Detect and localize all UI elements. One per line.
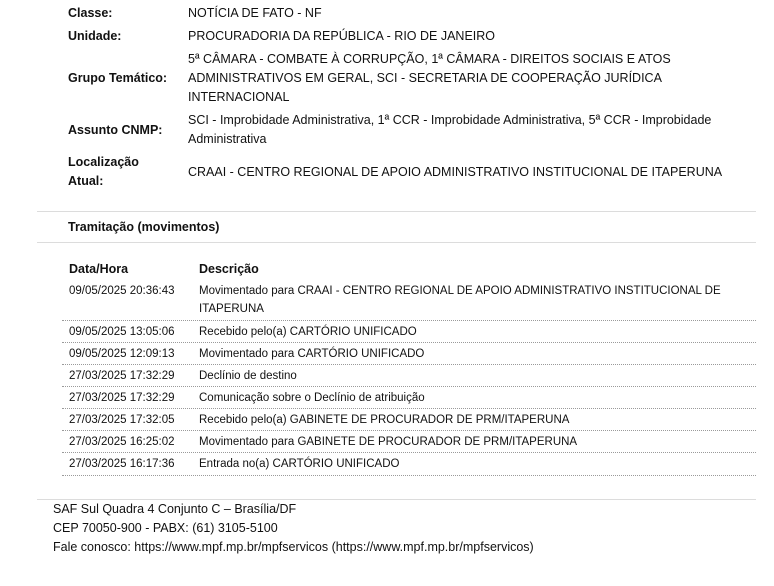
detail-label: Localização Atual: [68,155,139,188]
footer-contact-suffix: (https://www.mpf.mp.br/mpfservicos) [328,540,534,554]
movement-description: Recebido pelo(a) CARTÓRIO UNIFICADO [199,326,417,338]
footer-contact-prefix: Fale conosco: [53,540,135,554]
detail-label: Assunto CNMP: [68,123,163,137]
table-row [62,365,756,387]
movement-datetime: 09/05/2025 13:05:06 [69,326,175,338]
detail-value: NOTÍCIA DE FATO - NF [188,6,322,20]
divider [37,242,756,243]
divider [37,211,756,212]
table-row [62,409,756,431]
footer [53,500,534,557]
footer-address: SAF Sul Quadra 4 Conjunto C – Brasília/DF [53,502,297,516]
movement-datetime: 27/03/2025 16:25:02 [69,436,175,448]
table-row [62,431,756,453]
movement-description: Recebido pelo(a) GABINETE DE PROCURADOR DE PRM/ITAPERUNA [199,414,570,426]
section-title-tramitacao: Tramitação (movimentos) [68,220,220,234]
table-row [62,387,756,409]
detail-value: PROCURADORIA DA REPÚBLICA - RIO DE JANEIRO [188,29,496,43]
detail-label: Classe: [68,6,113,20]
detail-label: Unidade: [68,29,122,43]
movement-description: Movimentado para GABINETE DE PROCURADOR DE PRM/ITAPERUNA [199,436,578,448]
table-row [62,343,756,365]
table-row [62,321,756,343]
table-row [62,453,756,476]
column-header-description: Descrição [199,262,259,276]
column-header-datetime: Data/Hora [69,262,129,276]
footer-contact [53,538,534,557]
movement-description: Movimentado para CARTÓRIO UNIFICADO [199,348,425,360]
footer-cep-pabx: CEP 70050-900 - PABX: (61) 3105-5100 [53,521,278,535]
movement-description: Entrada no(a) CARTÓRIO UNIFICADO [199,458,400,470]
table-row [62,280,756,321]
movement-datetime: 27/03/2025 17:32:29 [69,392,175,404]
movement-description: Movimentado para CRAAI - CENTRO REGIONAL DE APOIO ADMINISTRATIVO INSTITUCIONAL DE ITAPERUNA [199,285,721,315]
movement-datetime: 09/05/2025 12:09:13 [69,348,175,360]
detail-value: 5ª CÂMARA - COMBATE À CORRUPÇÃO, 1ª CÂMARA - DIREITOS SOCIAIS E ATOS ADMINISTRATIVOS EM GERAL, SCI - SECRETARIA DE COOPERAÇÃO JURÍDICA INTERNACIONAL [188,52,671,104]
movement-description: Declínio de destino [199,370,297,382]
detail-value: CRAAI - CENTRO REGIONAL DE APOIO ADMINISTRATIVO INSTITUCIONAL DE ITAPERUNA [188,165,723,179]
detail-label: Grupo Temático: [68,71,168,85]
movement-datetime: 27/03/2025 17:32:29 [69,370,175,382]
movement-description: Comunicação sobre o Declínio de atribuição [199,392,425,404]
movement-datetime: 09/05/2025 20:36:43 [69,285,175,297]
movement-datetime: 27/03/2025 16:17:36 [69,458,175,470]
detail-value: SCI - Improbidade Administrativa, 1ª CCR - Improbidade Administrativa, 5ª CCR - Improbidade Administrativa [188,113,712,146]
contact-link[interactable]: https://www.mpf.mp.br/mpfservicos [134,540,329,554]
movement-datetime: 27/03/2025 17:32:05 [69,414,175,426]
